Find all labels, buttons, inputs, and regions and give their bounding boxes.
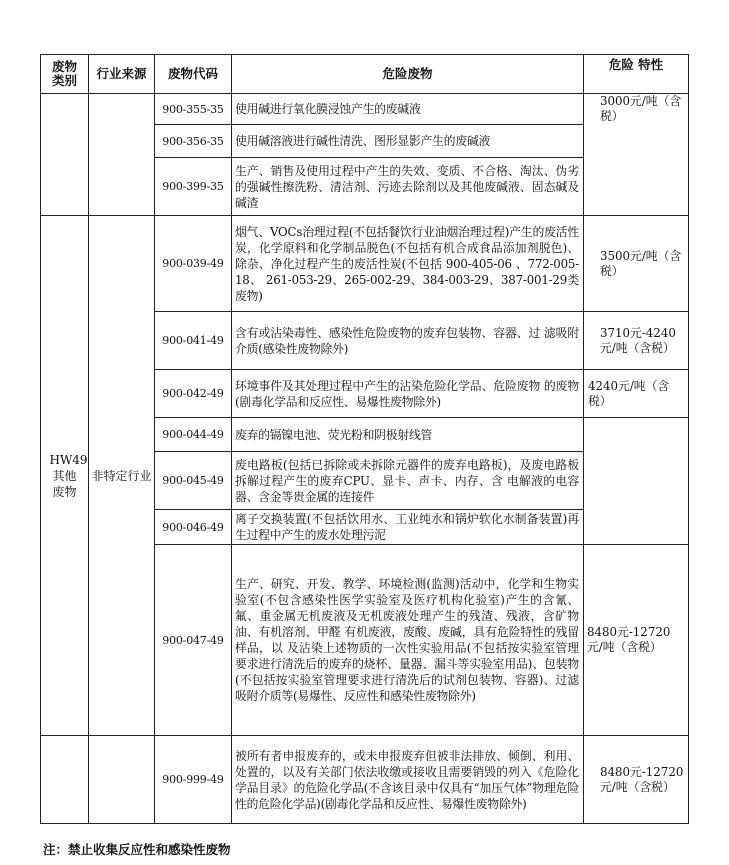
waste-code: 900-044-49 — [155, 418, 232, 452]
waste-table-container — [40, 54, 688, 824]
header-category: 废物类别 — [41, 55, 89, 94]
waste-code: 900-356-35 — [155, 125, 232, 158]
category-cell-empty — [41, 94, 89, 216]
category-label: HW49其他废物 — [49, 452, 88, 499]
waste-description: 生产、研究、开发、教学、环境检测(监测)活动中，化学和生物实验室(不包含感染性医学实验室及医疗机构化验室)产生的含氰、氟、重金属无机废液及无机废液处理产生的残渣、残液，含矿物油、有机溶剂、甲醛 有机废液，废酸、废碱，具有危险特性的残留样品，以 及沾染上述物质的一次性实验用品(不包括按实验室管理要求进行清洗后的废弃的烧杯、量器、漏斗等实验室用品)、包装物(不包括按实验室管理要求进行清洗后的试剂包装物、容器)、过滤吸附介质等(易爆性、反应性和感染性废物除外) — [232, 545, 584, 736]
table-header-row — [41, 55, 689, 94]
table-row — [41, 216, 689, 312]
table-row — [41, 94, 689, 125]
waste-description: 环境事件及其处理过程中产生的沾染危险化学品、危险废物 的废物(剧毒化学品和反应性、易爆性废物除外) — [232, 370, 584, 418]
category-hw49 — [41, 216, 89, 736]
waste-description: 废电路板(包括已拆除或未拆除元器件的废弃电路板)，及废电路板拆解过程产生的废弃CPU、显卡、声卡、内存、含 电解液的电容器、含金等贵金属的连接件 — [232, 452, 584, 510]
hazardous-waste-table — [40, 54, 689, 736]
price-cell — [584, 216, 689, 312]
waste-description: 使用碱进行氧化膜浸蚀产生的废碱液 — [232, 94, 584, 125]
source-cell-empty — [89, 94, 155, 216]
price-text: 3710元-4240元/吨（含税） — [600, 325, 676, 355]
header-code: 废物代码 — [155, 55, 232, 94]
waste-code: 900-047-49 — [155, 545, 232, 736]
table-row — [41, 736, 689, 824]
category-cell-empty — [41, 736, 89, 824]
price-cell — [584, 312, 689, 370]
header-hazard: 危险 特性 — [584, 55, 689, 94]
source-non-specific: 非特定行业 — [89, 216, 155, 736]
waste-code: 900-041-49 — [155, 312, 232, 370]
footnote: 注：禁止收集反应性和感染性废物 — [43, 842, 231, 857]
price-text: 8480元-12720元/吨（含税） — [600, 764, 684, 794]
waste-code: 900-399-35 — [155, 158, 232, 216]
waste-code: 900-355-35 — [155, 94, 232, 125]
source-cell-empty — [89, 736, 155, 824]
waste-description: 使用碱溶液进行碱性清洗、图形显影产生的废碱液 — [232, 125, 584, 158]
price-cell — [584, 94, 689, 216]
waste-code: 900-046-49 — [155, 510, 232, 545]
waste-code: 900-039-49 — [155, 216, 232, 312]
price-text: 4240元/吨（含税） — [588, 378, 670, 408]
waste-description: 废弃的镉镍电池、荧光粉和阴极射线管 — [232, 418, 584, 452]
price-cell-empty — [584, 418, 689, 545]
header-source: 行业来源 — [89, 55, 155, 94]
price-cell — [584, 370, 689, 418]
waste-description: 离子交换装置(不包括饮用水、工业纯水和锅炉软化水制备装置)再生过程中产生的废水处理污泥 — [232, 510, 584, 545]
hazardous-waste-table-tail — [40, 735, 689, 824]
price-text: 3000元/吨（含税） — [600, 94, 682, 123]
price-text: 3500元/吨（含税） — [600, 248, 682, 278]
price-text: 8480元-12720元/吨（含税） — [587, 625, 671, 654]
price-cell — [584, 736, 689, 824]
waste-code: 900-045-49 — [155, 452, 232, 510]
waste-code: 900-042-49 — [155, 370, 232, 418]
waste-description: 烟气、VOCs治理过程(不包括餐饮行业油烟治理过程)产生的废活性炭，化学原料和化学制品脱色(不包括有机合成食品添加剂脱色)、除杂、净化过程产生的废活性炭(不包括 900-405-06 、772-005-18、 261-053-29、265-002-29、384-003-29、387-001-29类废物) — [232, 216, 584, 312]
waste-code: 900-999-49 — [155, 736, 232, 824]
waste-description: 含有或沾染毒性、感染性危险废物的废弃包装物、容器、过 滤吸附介质(感染性废物除外) — [232, 312, 584, 370]
waste-description: 被所有者申报废弃的，或未申报废弃但被非法排放、倾倒、利用、处置的，以及有关部门依法收缴或接收且需要销毁的列入《危险化学品目录》的危险化学品(不含该目录中仅具有“加压气体”物理危险性的危险化学品)(剧毒化学品和反应性、易爆性废物除外) — [232, 736, 584, 824]
waste-description: 生产、销售及使用过程中产生的失效、变质、不合格、淘汰、伪劣的强碱性擦洗粉、清洁剂、污迹去除剂以及其他废碱液、固态碱及碱渣 — [232, 158, 584, 216]
header-waste: 危险废物 — [232, 55, 584, 94]
price-cell — [584, 545, 689, 736]
